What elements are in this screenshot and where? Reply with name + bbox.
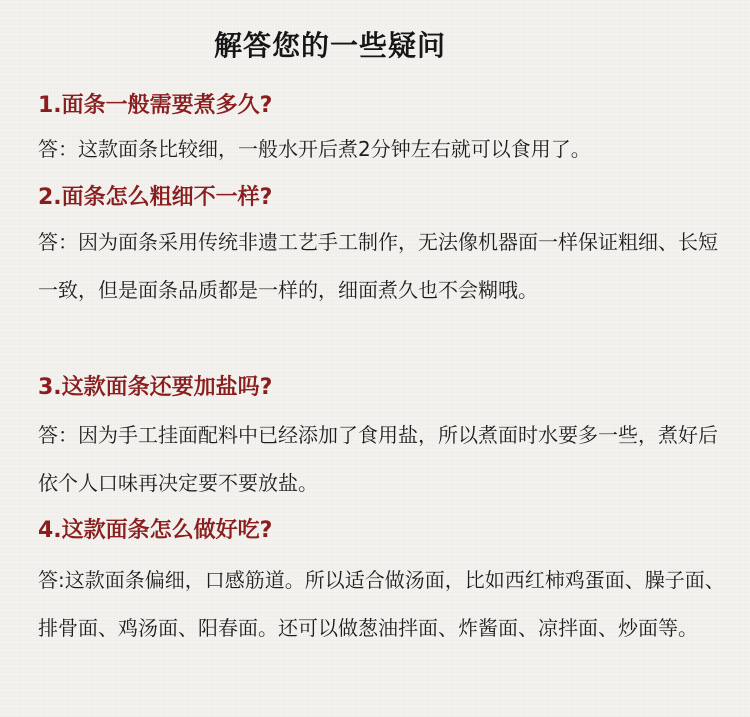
faq-question-1: 1.面条一般需要煮多久? — [38, 93, 273, 118]
faq-answer-1: 答：这款面条比较细，一般水开后煮2分钟左右就可以食用了。 — [38, 137, 591, 161]
faq-answer-3: 答：因为手工挂面配料中已经添加了食用盐，所以煮面时水要多一些，煮好后依个人口味再决定要不要放盐。 — [38, 423, 718, 495]
page-title: 解答您的一些疑问 — [213, 29, 446, 62]
faq-question-4: 4.这款面条怎么做好吃? — [38, 518, 273, 543]
faq-answer-4: 答:这款面条偏细，口感筋道。所以适合做汤面，比如西红柿鸡蛋面、臊子面、排骨面、鸡汤面、阳春面。还可以做葱油拌面、炸酱面、凉拌面、炒面等。 — [38, 568, 725, 640]
faq-answer-2: 答：因为面条采用传统非遗工艺手工制作，无法像机器面一样保证粗细、长短一致，但是面条品质都是一样的，细面煮久也不会糊哦。 — [38, 230, 718, 302]
faq-question-2: 2.面条怎么粗细不一样? — [38, 185, 273, 210]
faq-question-3: 3.这款面条还要加盐吗? — [38, 375, 273, 400]
